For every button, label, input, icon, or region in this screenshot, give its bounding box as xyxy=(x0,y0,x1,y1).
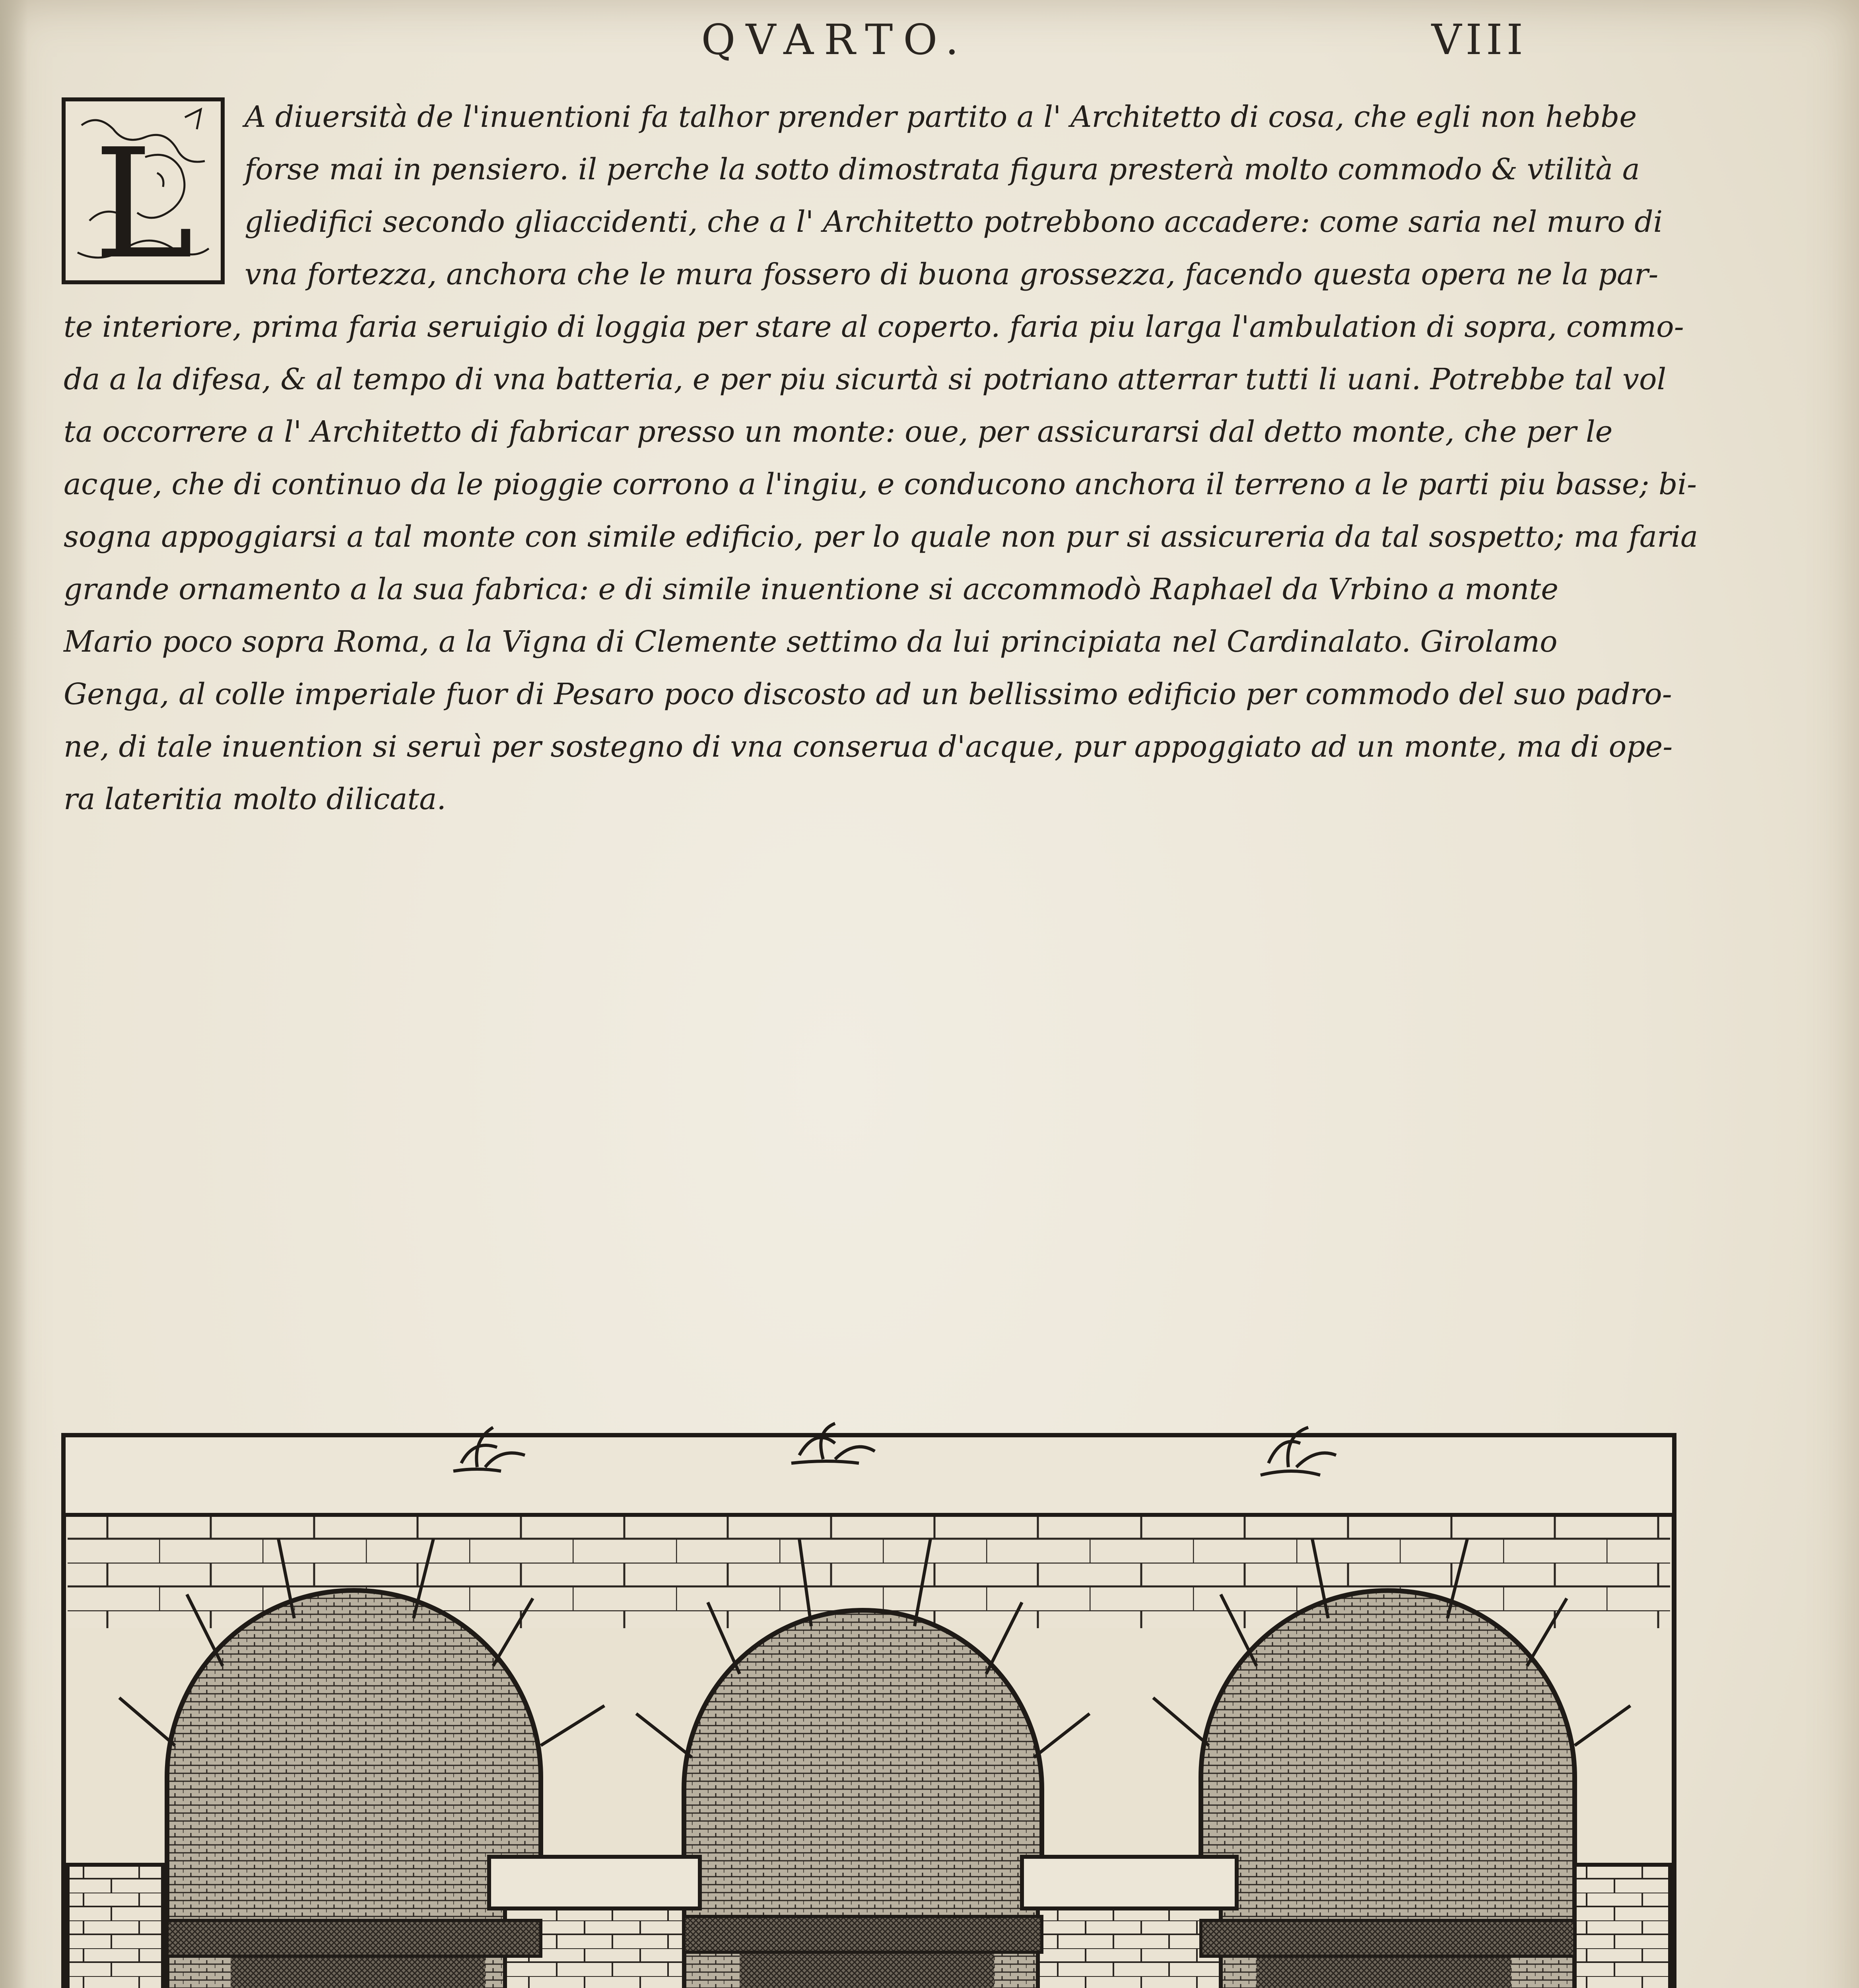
text-line: te interiore, prima faria seruigio di loggia per stare al coperto. faria piu larga l'ambulation di sopra, commo- xyxy=(64,310,1684,344)
text-line: forse mai in pensiero. il perche la sotto dimostrata figura presterà molto commodo & vtilità a xyxy=(245,152,1640,186)
text-line: sogna appoggiarsi a tal monte con simile edificio, per lo quale non pur si assicureria da tal sospetto; ma faria xyxy=(64,520,1698,554)
initial-letter: L xyxy=(93,116,194,292)
body-text xyxy=(64,91,1698,816)
woodcut-illustration xyxy=(56,1419,1698,1988)
back-wall-right xyxy=(1257,1956,1511,1988)
text-line: da a la difesa, & al tempo di vna batteria, e per piu sicurtà si potriano atterrar tutti li uani. Potrebbe tal vol xyxy=(64,362,1667,396)
back-wall-center xyxy=(740,1952,994,1988)
text-line: vna fortezza, anchora che le mura fossero di buona grossezza, facendo questa opera ne la par- xyxy=(245,257,1659,291)
text-line: gliedifici secondo gliaccidenti, che a l' Architetto potrebbono accadere: come saria nel muro di xyxy=(245,205,1663,239)
running-title: QVARTO. xyxy=(701,16,969,64)
text-line: Genga, al colle imperiale fuor di Pesaro poco discosto ad un bellissimo edificio per commodo del suo padro- xyxy=(64,677,1672,711)
page-gutter-shadow xyxy=(0,0,28,1988)
text-line: ne, di tale inuention si seruì per sostegno di vna conserua d'acque, pur appoggiato ad un monte, ma di ope- xyxy=(64,730,1673,764)
text-line: grande ornamento a la sua fabrica: e di simile inuentione si accommodò Raphael da Vrbino a monte xyxy=(64,572,1559,606)
folio-number: VIII xyxy=(1431,16,1527,64)
text-line: ta occorrere a l' Architetto di fabricar presso un monte: oue, per assicurarsi dal detto monte, che per le xyxy=(64,415,1613,449)
back-wall-left xyxy=(231,1956,485,1988)
text-line: A diuersità de l'inuentioni fa talhor prender partito a l' Architetto di cosa, che egli non hebbe xyxy=(245,100,1637,134)
text-line: Mario poco sopra Roma, a la Vigna di Clemente settimo da lui principiata nel Cardinalato. Girolamo xyxy=(64,625,1558,659)
text-line: acque, che di continuo da le pioggie corrono a l'ingiu, e conducono anchora il terreno a le parti piu basse; bi- xyxy=(64,467,1697,501)
text-line: ra lateritia molto dilicata. xyxy=(64,782,446,816)
arcade-woodcut xyxy=(56,1419,1698,1988)
